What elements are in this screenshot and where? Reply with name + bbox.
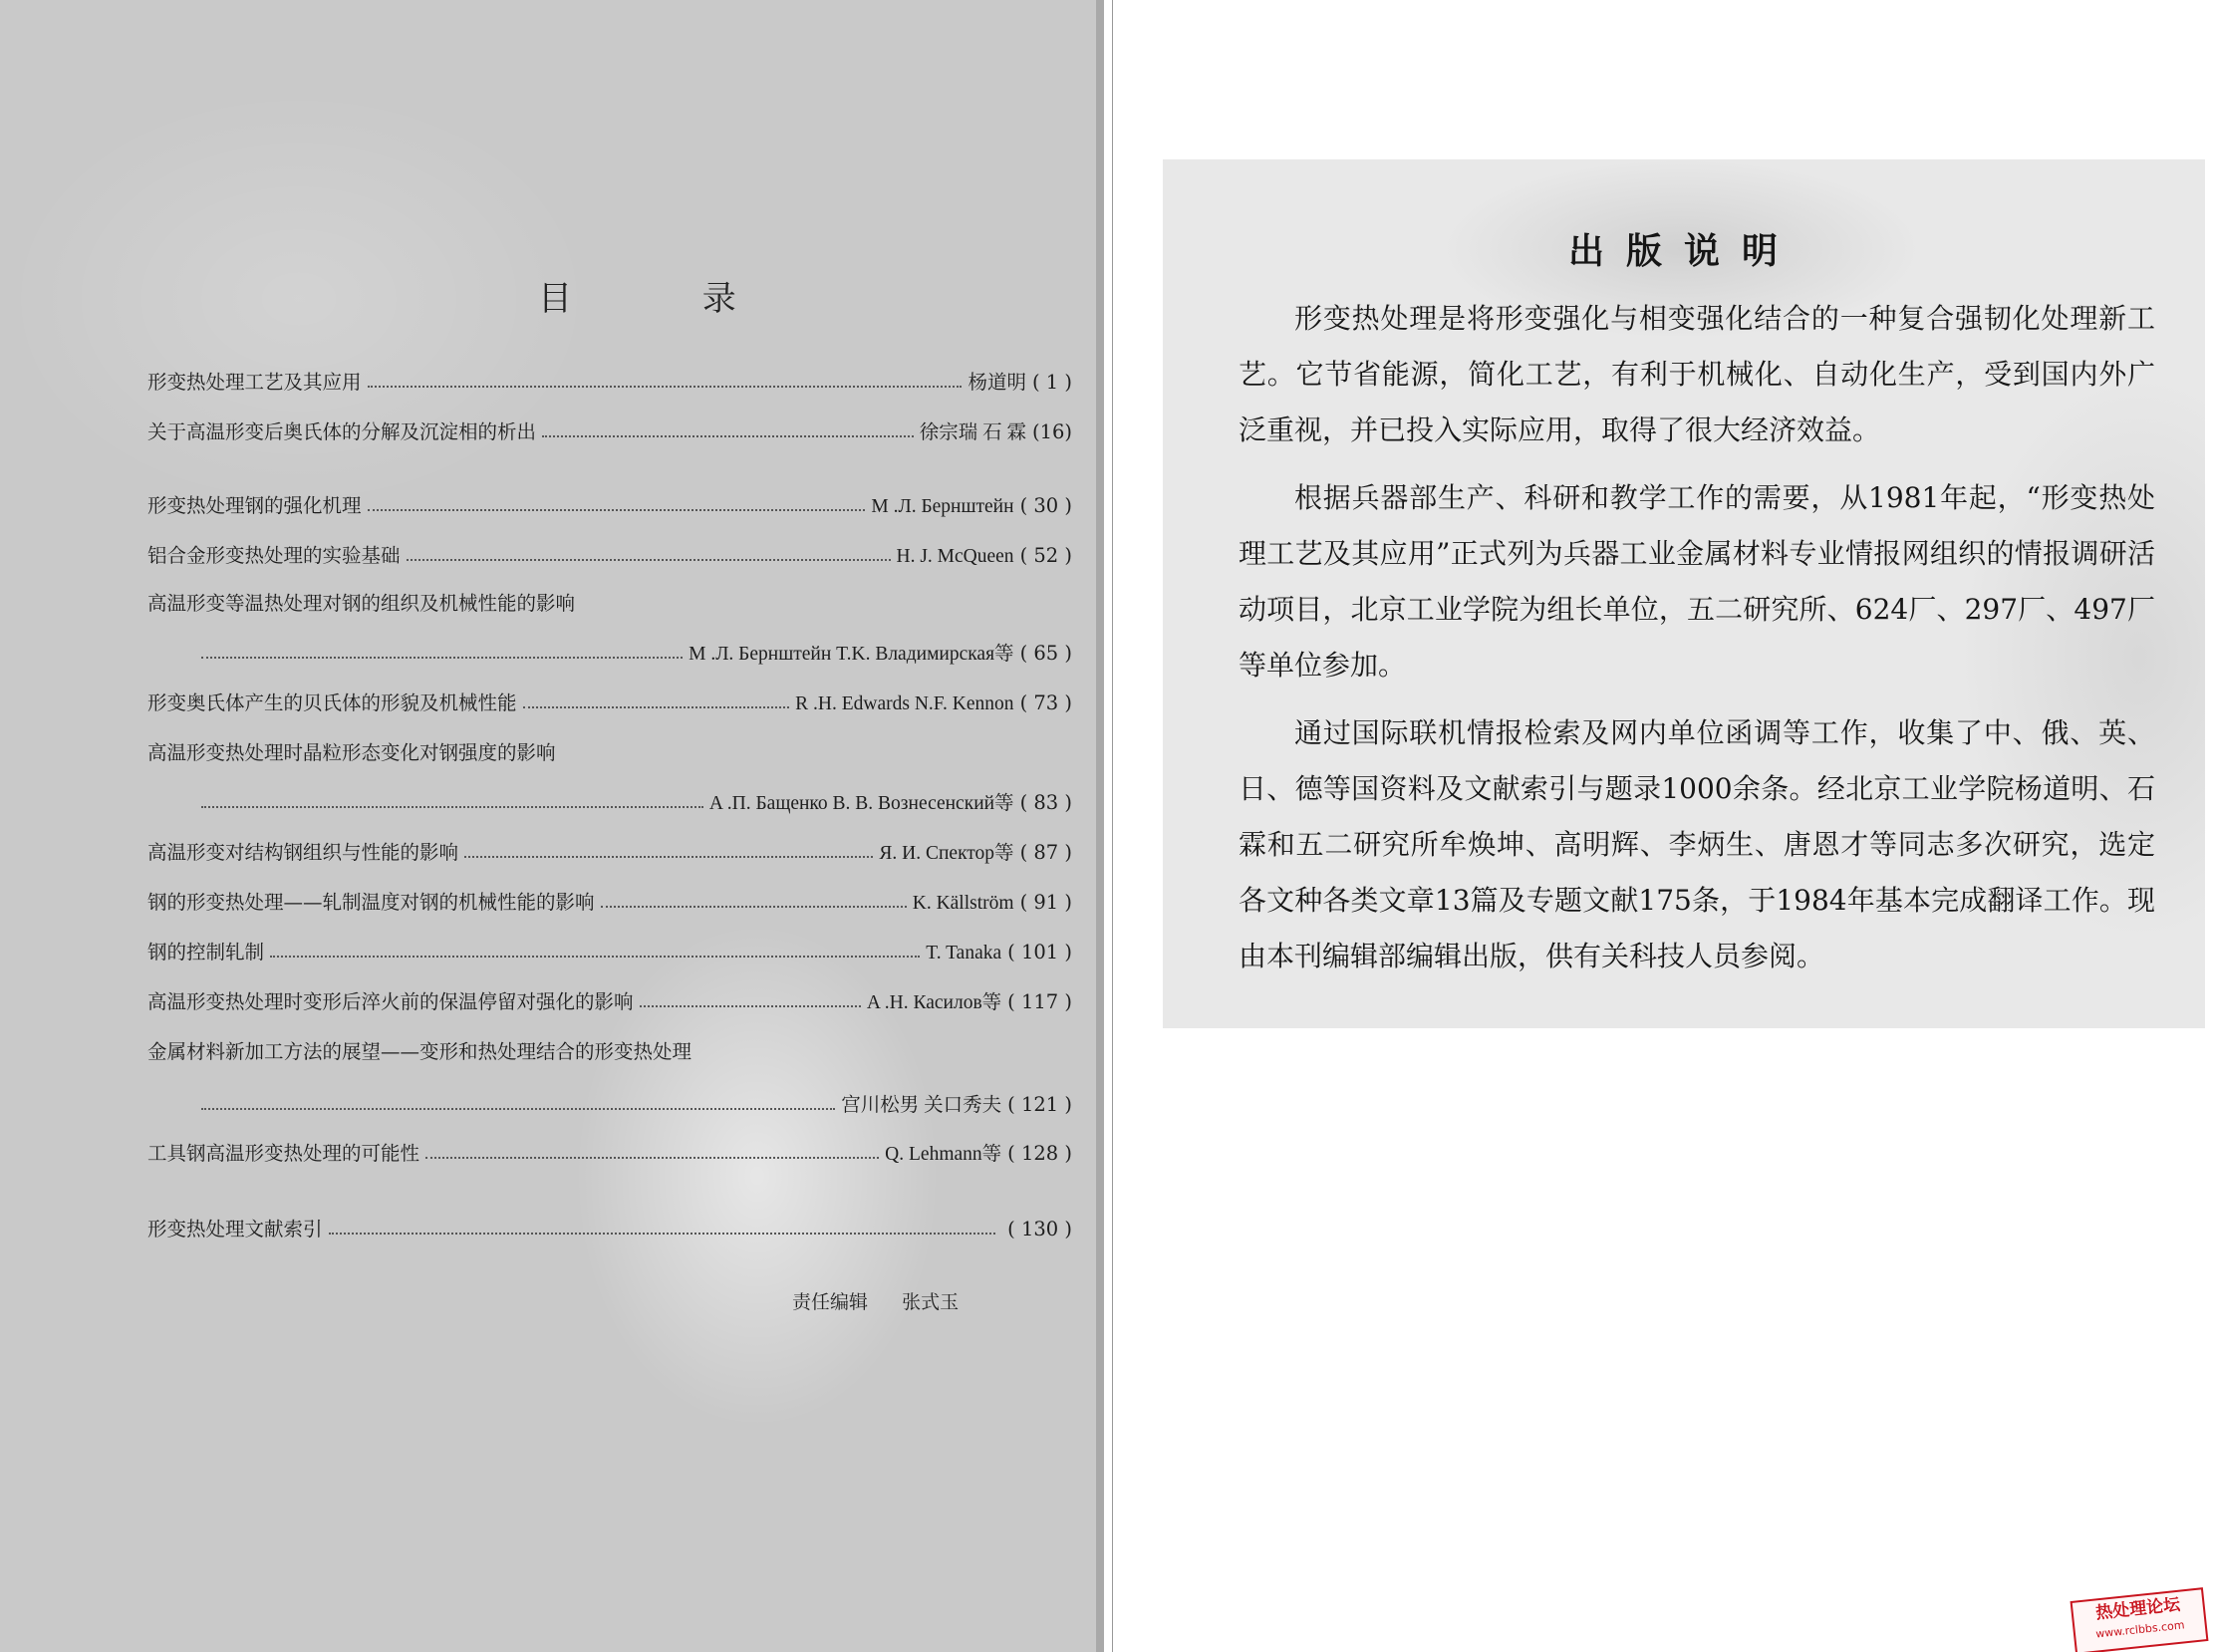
notice-panel: [1163, 159, 2205, 1028]
notice-title: 出版说明: [1567, 230, 1799, 272]
toc-entry-title: 钢的控制轧制: [147, 941, 265, 964]
editor-name: 张式玉: [902, 1291, 960, 1313]
toc-entry-page: ( 30 ): [1019, 494, 1072, 517]
toc-entry-author: M .Л. Бернштейн T.K. Владимирская等: [689, 644, 1014, 665]
toc-entry: [147, 986, 1072, 1016]
responsible-editor: [792, 1287, 986, 1314]
toc-leader: [640, 995, 861, 1007]
toc-entry-author: K. Källström: [912, 893, 1014, 914]
toc-entry-title: 高温形变等温热处理对钢的组织及机械性能的影响: [147, 592, 576, 615]
toc-entry: [147, 588, 1072, 618]
toc-entry-author: H. J. McQueen: [896, 546, 1014, 567]
toc-entry: [147, 540, 1072, 570]
toc-entry-author: A .H. Касилов等: [866, 992, 1002, 1013]
toc-entry-author: Я. И. Спектор等: [879, 843, 1014, 864]
toc-entry: [147, 937, 1072, 966]
toc-leader: [368, 376, 963, 388]
toc-entry-title: 金属材料新加工方法的展望——变形和热处理结合的形变热处理: [147, 1040, 692, 1063]
watermark-url: www.rclbbs.com: [2094, 1618, 2186, 1641]
toc-entry: [147, 367, 1072, 397]
toc-entry-page: ( 87 ): [1019, 841, 1072, 864]
toc-entry: [147, 688, 1072, 717]
toc-leader: [270, 946, 920, 958]
toc-entry-page: (16): [1031, 420, 1072, 443]
toc-entry-title: 铝合金形变热处理的实验基础: [147, 544, 401, 567]
toc-entry: [147, 1036, 1072, 1066]
toc-entry-title: 形变奥氏体产生的贝氏体的形貌及机械性能: [147, 691, 517, 714]
notice-paragraph: 根据兵器部生产、科研和教学工作的需要，从1981年起，“形变热处理工艺及其应用”正式列为兵器工业金属材料专业情报网组织的情报调研活动项目，北京工业学院为组长单位，五二研究所、624厂、297厂、497厂等单位参加。: [1239, 481, 2155, 682]
toc-entry-continuation: [195, 1089, 1072, 1119]
toc-leader: [464, 846, 873, 858]
toc-entry-title: 关于高温形变后奥氏体的分解及沉淀相的析出: [147, 420, 537, 443]
toc-leader: [201, 1098, 835, 1110]
notice-body: [1239, 291, 2155, 996]
toc-entry-title: 形变热处理文献索引: [147, 1218, 323, 1240]
toc-entry-continuation: [195, 787, 1072, 817]
toc-entry: [147, 1214, 1072, 1243]
toc-entry-page: ( 52 ): [1019, 544, 1072, 567]
toc-leader: [601, 896, 907, 908]
toc-entry-page: ( 91 ): [1019, 891, 1072, 914]
toc-entry: [147, 490, 1072, 520]
toc-title: 目 录: [538, 279, 796, 319]
toc-entry-title: 工具钢高温形变热处理的可能性: [147, 1142, 420, 1165]
toc-entry-title: 钢的形变热处理——轧制温度对钢的机械性能的影响: [147, 891, 595, 914]
toc-entry-page: ( 101 ): [1007, 941, 1072, 964]
toc-entry-title: 高温形变热处理时变形后淬火前的保温停留对强化的影响: [147, 990, 634, 1013]
notice-page: [1112, 0, 2214, 1652]
toc-entry-title: 形变热处理钢的强化机理: [147, 494, 362, 517]
toc-entry-title: 高温形变对结构钢组织与性能的影响: [147, 841, 459, 864]
toc-leader: [407, 549, 891, 561]
toc-entry: [147, 737, 1072, 767]
toc-leader: [201, 647, 683, 659]
toc-entry-page: ( 83 ): [1019, 791, 1072, 814]
toc-entry: [147, 1138, 1072, 1168]
toc-entry-page: ( 121 ): [1007, 1093, 1072, 1116]
toc-entry-author: Q. Lehmann等: [885, 1144, 1002, 1165]
toc-entry-author: 宫川松男 关口秀夫: [841, 1095, 1002, 1116]
toc-leader: [523, 696, 790, 708]
toc-entry: [147, 416, 1072, 446]
toc-leader: [542, 425, 914, 437]
notice-paragraph: 通过国际联机情报检索及网内单位函调等工作，收集了中、俄、英、日、德等国资料及文献索引与题录1000余条。经北京工业学院杨道明、石霖和五二研究所牟焕坤、高明辉、李炳生、唐恩才等同志多次研究，选定各文种各类文章13篇及专题文献175条，于1984年基本完成翻译工作。现由本刊编辑部编辑出版，供有关科技人员参阅。: [1239, 716, 2155, 972]
toc-leader: [425, 1147, 879, 1159]
toc-entry-title: 高温形变热处理时晶粒形态变化对钢强度的影响: [147, 741, 556, 764]
toc-entry-author: 杨道明: [968, 373, 1026, 394]
toc-leader: [368, 499, 866, 511]
toc-entry-page: ( 65 ): [1019, 642, 1072, 665]
toc-entry-author: M .Л. Бернштейн: [871, 496, 1014, 517]
toc-leader: [201, 796, 703, 808]
toc-entry-title: 形变热处理工艺及其应用: [147, 371, 362, 394]
page-edge: [1096, 0, 1104, 1652]
toc-entry-continuation: [195, 638, 1072, 668]
toc-entry-page: ( 1 ): [1031, 371, 1072, 394]
toc-entry-author: R .H. Edwards N.F. Kennon: [795, 693, 1014, 714]
toc-entry: [147, 887, 1072, 917]
toc-entry-author: T. Tanaka: [926, 943, 1002, 964]
toc-page: [0, 0, 1104, 1652]
toc-entry-author: A .П. Бащенко B. B. Вознесенский等: [708, 793, 1014, 814]
toc-entry-page: ( 73 ): [1019, 691, 1072, 714]
toc-entry-author: 徐宗瑞 石 霖: [919, 422, 1026, 443]
toc-leader: [329, 1223, 996, 1235]
toc-entry-page: ( 130 ): [1007, 1218, 1072, 1240]
watermark-name: 热处理论坛: [2094, 1594, 2182, 1624]
toc-entry-page: ( 117 ): [1007, 990, 1072, 1013]
editor-label: 责任编辑: [792, 1291, 869, 1313]
notice-paragraph: 形变热处理是将形变强化与相变强化结合的一种复合强韧化处理新工艺。它节省能源，简化工艺，有利于机械化、自动化生产，受到国内外广泛重视，并已投入实际应用，取得了很大经济效益。: [1239, 302, 2155, 446]
toc-entry: [147, 837, 1072, 867]
toc-entry-page: ( 128 ): [1007, 1142, 1072, 1165]
